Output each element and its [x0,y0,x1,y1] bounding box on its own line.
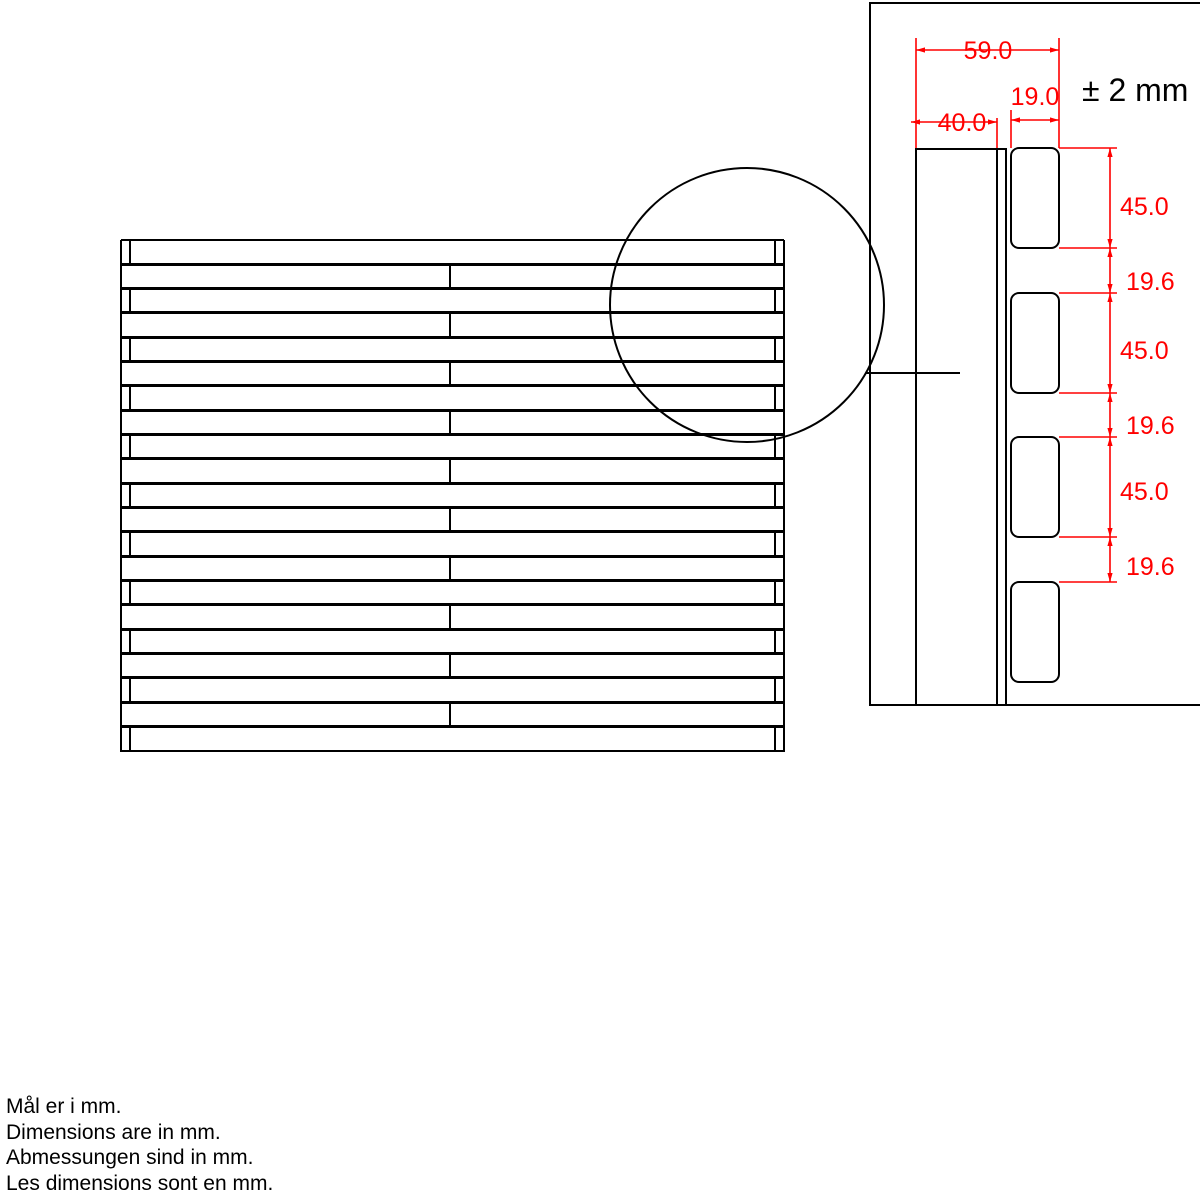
note-line-en: Dimensions are in mm. [6,1120,221,1144]
dim-label-45-2: 45.0 [1120,337,1169,365]
detail-callout-circle [610,168,884,442]
dim-label-45-1: 45.0 [1120,193,1169,221]
note-line-da: Mål er i mm. [6,1095,122,1118]
tolerance-label: ± 2 mm [1082,72,1189,108]
panel-slats [121,240,784,751]
note-line-de: Abmessungen sind in mm. [6,1146,254,1169]
panel-joint-ticks [130,240,775,751]
dim-label-196-1: 19.6 [1126,268,1175,296]
slatted-panel-front-view [121,240,784,752]
batten-4 [1011,582,1059,682]
units-notes [6,1094,273,1196]
dim-label-59: 59.0 [963,37,1013,65]
dim-label-196-3: 19.6 [1126,553,1175,581]
dim-label-40: 40.0 [937,109,987,137]
detail-battens [1011,148,1059,682]
batten-3 [1011,437,1059,537]
batten-1 [1011,148,1059,248]
dim-label-19: 19.0 [1010,83,1060,111]
dim-label-45-3: 45.0 [1120,478,1169,506]
batten-2 [1011,293,1059,393]
dim-label-196-2: 19.6 [1126,412,1175,440]
note-line-fr: Les dimensions sont en mm. [6,1171,274,1195]
dimension-labels [938,37,1175,581]
